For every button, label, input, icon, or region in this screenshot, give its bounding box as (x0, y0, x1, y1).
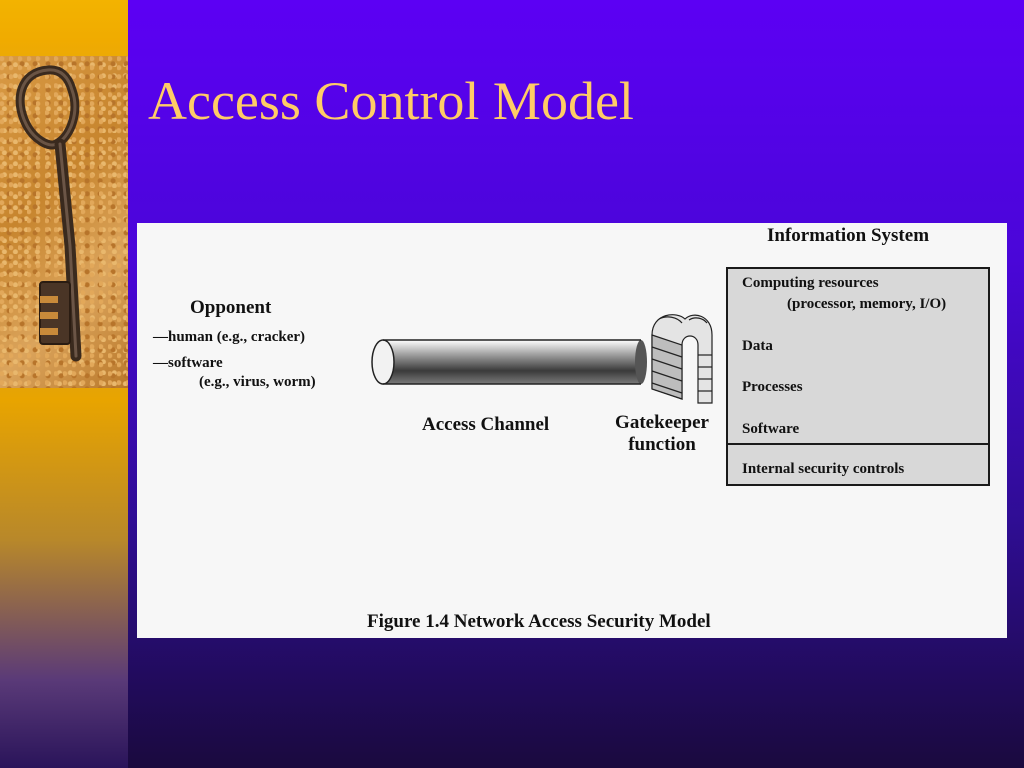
key-icon (0, 56, 128, 388)
computing-resources-detail: (processor, memory, I/O) (787, 296, 947, 312)
opponent-human: —human (e.g., cracker) (153, 329, 306, 345)
access-channel-pipe (372, 340, 647, 384)
access-channel-label: Access Channel (422, 414, 550, 435)
info-box-divider (728, 443, 988, 445)
network-access-figure (137, 223, 1007, 638)
gatekeeper-label-line1: Gatekeeper (615, 412, 709, 433)
figure-caption: Figure 1.4 Network Access Security Model (367, 611, 711, 632)
opponent-software-examples: (e.g., virus, worm) (199, 374, 316, 390)
computing-resources: Computing resources (742, 275, 879, 291)
info-system-heading: Information System (767, 225, 930, 246)
data-item: Data (742, 338, 773, 354)
gatekeeper-label-line2: function (628, 434, 696, 455)
key-image (0, 56, 128, 388)
opponent-heading: Opponent (190, 297, 272, 318)
opponent-software: —software (153, 355, 223, 371)
gatekeeper-icon (652, 315, 712, 403)
info-system-box (726, 267, 990, 486)
software-item: Software (742, 421, 800, 437)
internal-security-controls: Internal security controls (742, 461, 905, 477)
slide-title: Access Control Model (148, 71, 634, 131)
processes-item: Processes (742, 379, 803, 395)
